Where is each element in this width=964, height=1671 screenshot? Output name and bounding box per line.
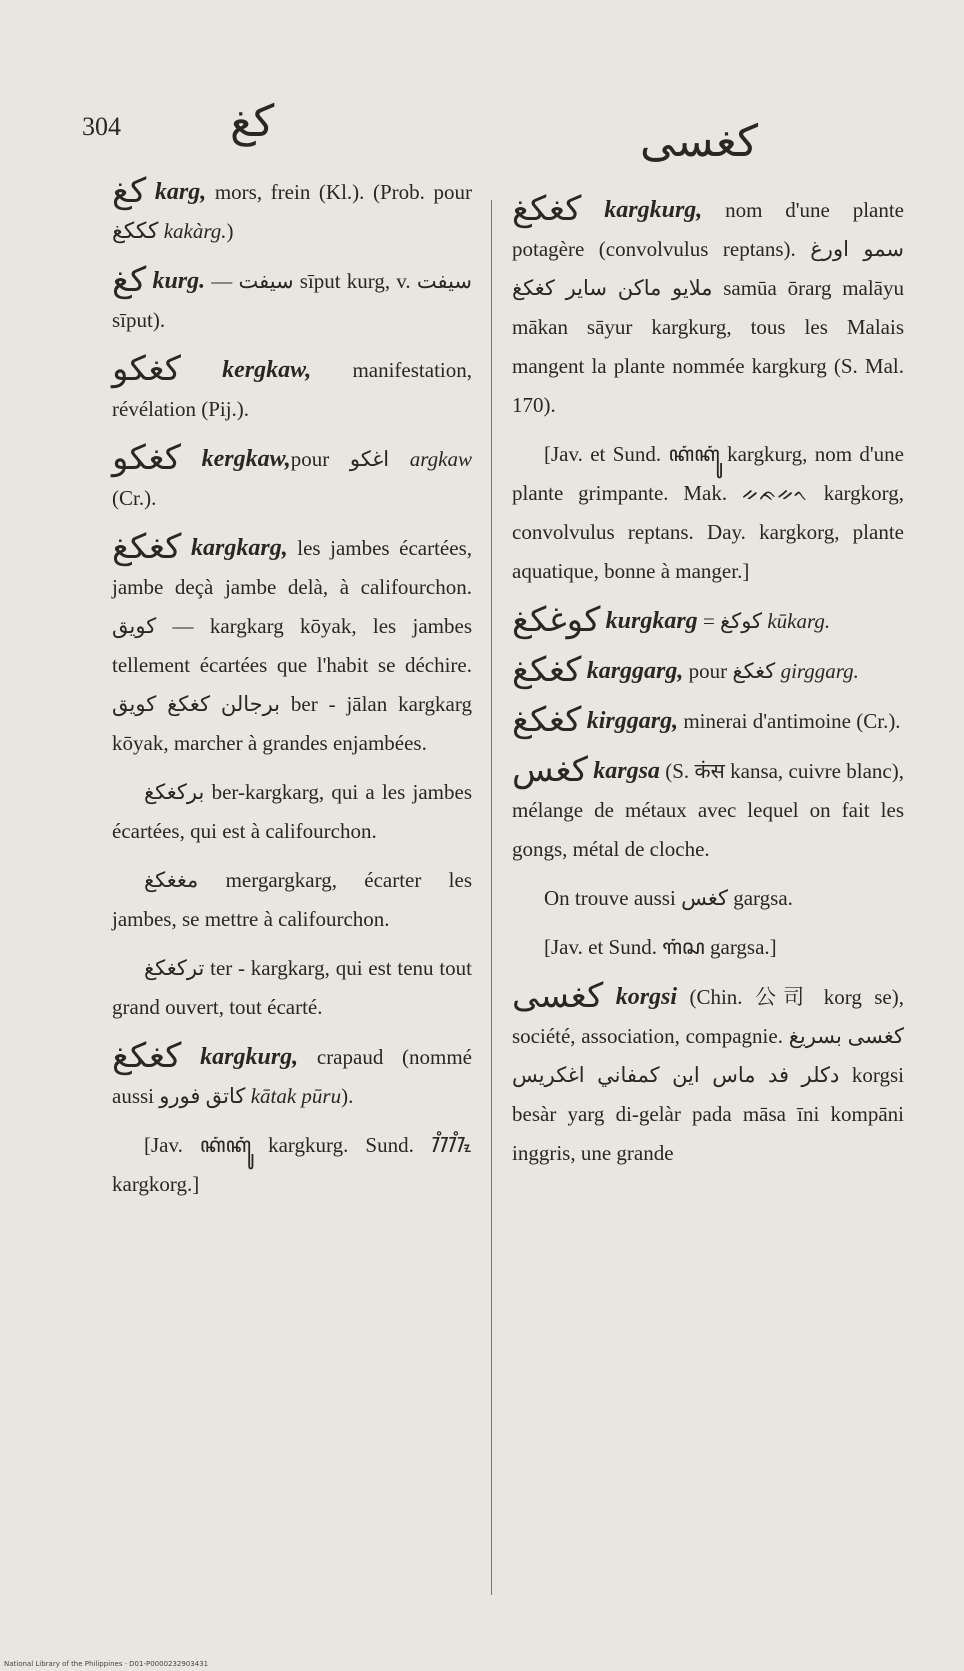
arabic-form: كككغ — [112, 219, 159, 244]
headword: karggarg, — [586, 658, 684, 684]
arabic-headword: كغكغ — [512, 189, 582, 229]
dictionary-entry — [112, 350, 472, 429]
scan-footer: National Library of the Philippines · D01-P0000232903431 — [4, 1660, 209, 1668]
dictionary-entry — [512, 977, 904, 1173]
definition: — سيفت sīput kurg, v. سيفت sīput). — [112, 269, 473, 332]
headword: kargkurg, — [200, 1044, 299, 1070]
sub-entry: [Jav. ꦏꦁꦏꦸꦁ kargkurg. Sund. ᮊᮀᮊᮧᮀ kargkorg.] — [112, 1133, 472, 1196]
left-running-head: كغ — [230, 96, 275, 147]
definition: = كوكغ — [697, 609, 768, 633]
transliteration: kātak pūru — [250, 1084, 342, 1108]
headword: kargsa — [593, 758, 660, 784]
right-running-head: كغسى — [640, 116, 759, 167]
transliteration: kakàrg. — [163, 219, 227, 243]
arabic-headword: كغكغ — [112, 527, 182, 567]
arabic-headword: كغسى — [512, 976, 604, 1016]
dictionary-entry — [112, 1037, 472, 1116]
definition: pour كغكغ — [683, 659, 781, 683]
definition: mors, frein (Kl.). (Prob. pour — [206, 180, 472, 204]
definition: (S. कंस kansa, cuivre blanc), mélange de métaux avec lequel on fait les gongs, métal de cloche. — [512, 759, 904, 861]
sub-entry: On trouve aussi كغس gargsa. — [544, 886, 793, 910]
arabic-headword: كوغكغ — [512, 600, 601, 640]
sub-entry: مغغكغ mergargkarg, écarter les jambes, se mettre à califourchon. — [112, 868, 472, 931]
punctuation: ) — [226, 219, 234, 243]
dictionary-entry — [512, 701, 904, 741]
arabic-headword: كغكو — [112, 438, 181, 478]
column-divider — [491, 200, 492, 1595]
dictionary-entry — [112, 528, 472, 763]
punctuation: (Cr.). — [112, 486, 157, 510]
definition: manifestation, révélation (Pij.). — [112, 358, 472, 421]
dictionary-entry — [512, 601, 904, 641]
dictionary-entry — [112, 261, 472, 340]
arabic-headword: كغ — [112, 171, 147, 211]
transliteration: argkaw — [409, 447, 473, 471]
dictionary-entry — [512, 751, 904, 869]
headword: kurg. — [152, 268, 206, 294]
headword: korgsi — [615, 984, 678, 1010]
sub-entry: تركغكغ ter - kargkarg, qui est tenu tout grand ouvert, tout écarté. — [112, 956, 472, 1019]
headword: kargkarg, — [191, 535, 288, 561]
dictionary-entry — [512, 190, 904, 425]
definition: les jambes écartées, jambe deçà jambe delà, à califourchon. كويق — kargkarg kōyak, les jambes tellement écartées que l'habit se déchire. برجالن كغكغ كويق ber - jālan kargkarg kōyak, marcher à grandes enjambées. — [112, 536, 472, 755]
sub-entry: [Jav. et Sund. ꦒꦁꦱ gargsa.] — [544, 935, 777, 959]
headword: kargkurg, — [604, 197, 703, 223]
right-column — [512, 190, 904, 1183]
definition: crapaud (nommé aussi كاتق فورو — [112, 1045, 472, 1108]
dictionary-entry — [512, 651, 904, 691]
arabic-headword: كغكغ — [512, 700, 582, 740]
definition: nom d'une plante potagère (convolvulus reptans). سمو اورغ ملايو ماكن ساير كغكغ samūa ōrarg malāyu mākan sāyur kargkurg, tous les Malais mangent la plante nommée kargkurg (S. Mal. 170). — [512, 198, 905, 417]
arabic-headword: كغ — [112, 260, 147, 300]
dictionary-entry — [112, 172, 472, 251]
dictionary-entry — [112, 439, 472, 518]
headword: kergkaw, — [222, 357, 312, 383]
sub-entry: بركغكغ ber-kargkarg, qui a les jambes écartées, qui est à califourchon. — [112, 780, 472, 843]
definition: (Chin. 公司 korg se), société, association, compagnie. كغسى بسريغ دكلر فد ماس اين كمفاني اغكريس korgsi besàr yarg di-gelàr pada māsa īni kompāni inggris, une grande — [512, 985, 905, 1165]
sub-entry: [Jav. et Sund. ꦏꦁꦏꦸꦁ kargkurg, nom d'une plante grimpante. Mak. ᨀᨃᨀᨚ kargkorg, convolvulus reptans. Day. kargkorg, plante aquatique, bonne à manger.] — [512, 442, 904, 583]
transliteration: kūkarg. — [767, 609, 831, 633]
headword: kurgkarg — [605, 608, 698, 634]
headword: kergkaw, — [201, 446, 291, 472]
arabic-headword: كغكو — [112, 349, 181, 389]
headword: karg, — [154, 179, 207, 205]
transliteration: girggarg. — [780, 659, 859, 683]
arabic-headword: كغكغ — [512, 650, 582, 690]
punctuation: ). — [341, 1084, 354, 1108]
page-number: 304 — [82, 112, 121, 141]
arabic-headword: كغكغ — [112, 1036, 182, 1076]
definition: pour اغكو — [290, 447, 410, 471]
headword: kirggarg, — [586, 708, 679, 734]
definition: minerai d'antimoine (Cr.). — [678, 709, 901, 733]
arabic-headword: كغس — [512, 750, 588, 790]
left-column — [112, 172, 472, 1214]
